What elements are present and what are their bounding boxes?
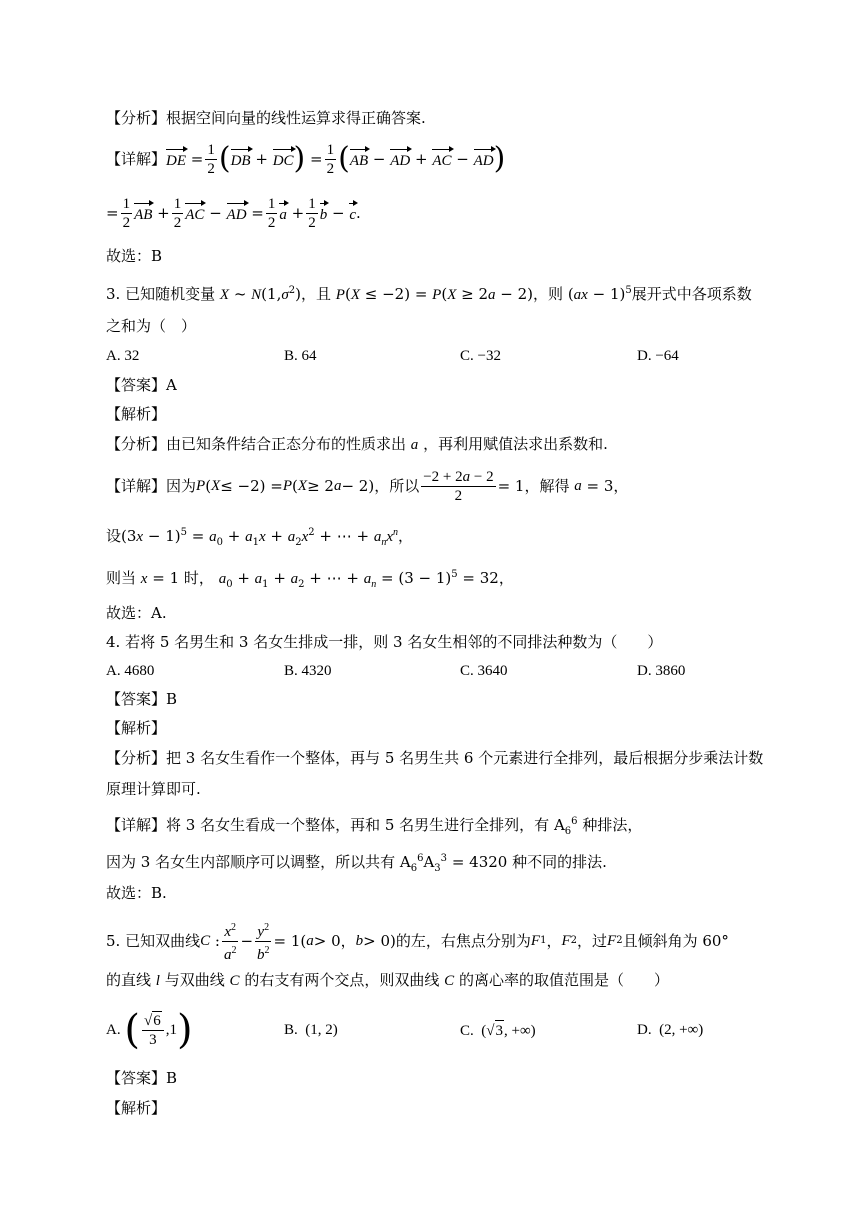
q5-option-d: D. (2, +∞) <box>637 1022 704 1038</box>
choice-line-q2: 故选：B <box>106 247 163 265</box>
analysis-line-1: 【分析】根据空间向量的线性运算求得正确答案. <box>106 109 426 127</box>
q3-option-a: A. 32 <box>106 348 140 364</box>
q4-option-b: B. 4320 <box>284 663 332 679</box>
q3-option-b: B. 64 <box>284 348 317 364</box>
q3-option-d: D. −64 <box>637 348 679 364</box>
question-5-cont: 的直线 l 与双曲线 C 的右支有两个交点，则双曲线 C 的离心率的取值范围是（ ） <box>106 971 669 989</box>
q4-answer: 【答案】B <box>106 690 178 708</box>
q3-analysis: 【分析】由已知条件结合正态分布的性质求出 a ，再利用赋值法求出系数和. <box>106 435 608 453</box>
q3-jiexi: 【解析】 <box>106 405 167 423</box>
detail-line-vectors: 【详解】 DE = $\frac{1}{2}$ ( DB + DC ) = $\frac{1}{2}$ ( AB − AD + AC − AD ) <box>106 141 506 177</box>
q5-jiexi: 【解析】 <box>106 1099 167 1117</box>
question-4: 4. 若将 5 名男生和 3 名女生排成一排，则 3 名女生相邻的不同排法种数为（ ） <box>106 633 663 651</box>
q5-option-a: A. ( $\frac{√6}{3}$ ,1 ) <box>106 1007 193 1053</box>
q4-analysis-2: 原理计算即可. <box>106 780 201 798</box>
q3-answer: 【答案】A <box>106 376 177 394</box>
q5-answer: 【答案】B <box>106 1069 178 1087</box>
q5-option-b: B. (1, 2) <box>284 1022 338 1038</box>
q4-option-a: A. 4680 <box>106 663 155 679</box>
question-3: 3. 已知随机变量 X ~ $N(1,\sigma^2)$，且 P(X ≤ −2) = P(X ≥ 2a − 2)，则 (ax − 1)$^5$展开式中各项系数 <box>106 285 752 303</box>
q4-analysis-1: 【分析】把 3 名女生看作一个整体，再与 5 名男生共 6 个元素进行全排列，最后根据分步乘法计数 <box>106 749 764 767</box>
q4-detail-1: 【详解】将 3 名女生看成一个整体，再和 5 名男生进行全排列，有 $A_6^6$ 种排法， <box>106 816 643 837</box>
q3-option-c: C. −32 <box>460 348 501 364</box>
q3-when: 则当 x = 1 时， $a_0 + a_1 + a_2$ + ⋯ + $a_n = (3 - 1)^5 = 32$， <box>106 569 514 590</box>
detail-label: 【详解】 <box>106 150 167 168</box>
detail-line-vectors-2: = $\frac{1}{2}$ AB + $\frac{1}{2}$ AC − AD = $\frac{1}{2}$ a + $\frac{1}{2}$ b − c . <box>106 195 361 231</box>
q3-detail: 【详解】因为 P ( X ≤ −2) = P ( X ≥ 2 a − 2) ，所以 $\frac{-2 + 2a - 2}{2}$ = 1 ，解得 a = 3， <box>106 468 629 504</box>
q4-jiexi: 【解析】 <box>106 719 167 737</box>
q4-detail-2: 因为 3 名女生内部顺序可以调整，所以共有 $A_6^6A_3^3 = 4320$ 种不同的排法. <box>106 853 607 874</box>
q5-option-c: C. (√3, +∞) <box>460 1020 536 1041</box>
q3-choice: 故选：A. <box>106 604 167 622</box>
q4-choice: 故选：B. <box>106 884 167 902</box>
question-5: 5. 已知双曲线 C : $\frac{x^2}{a^2}$ − $\frac{y^2}{b^2}$ = 1( a > 0， b > 0) 的左，右焦点分别为 F 1 ， F 2 ，过 F 2 且倾斜角为 60° <box>106 918 729 964</box>
q4-option-d: D. 3860 <box>637 663 686 679</box>
q4-option-c: C. 3640 <box>460 663 508 679</box>
question-3-cont: 之和为（ ） <box>106 317 197 335</box>
q3-set: 设$(3x - 1)^5 = a_0 + a_1x + a_2x^2$ + ⋯ + $a_nx^n$， <box>106 527 414 548</box>
